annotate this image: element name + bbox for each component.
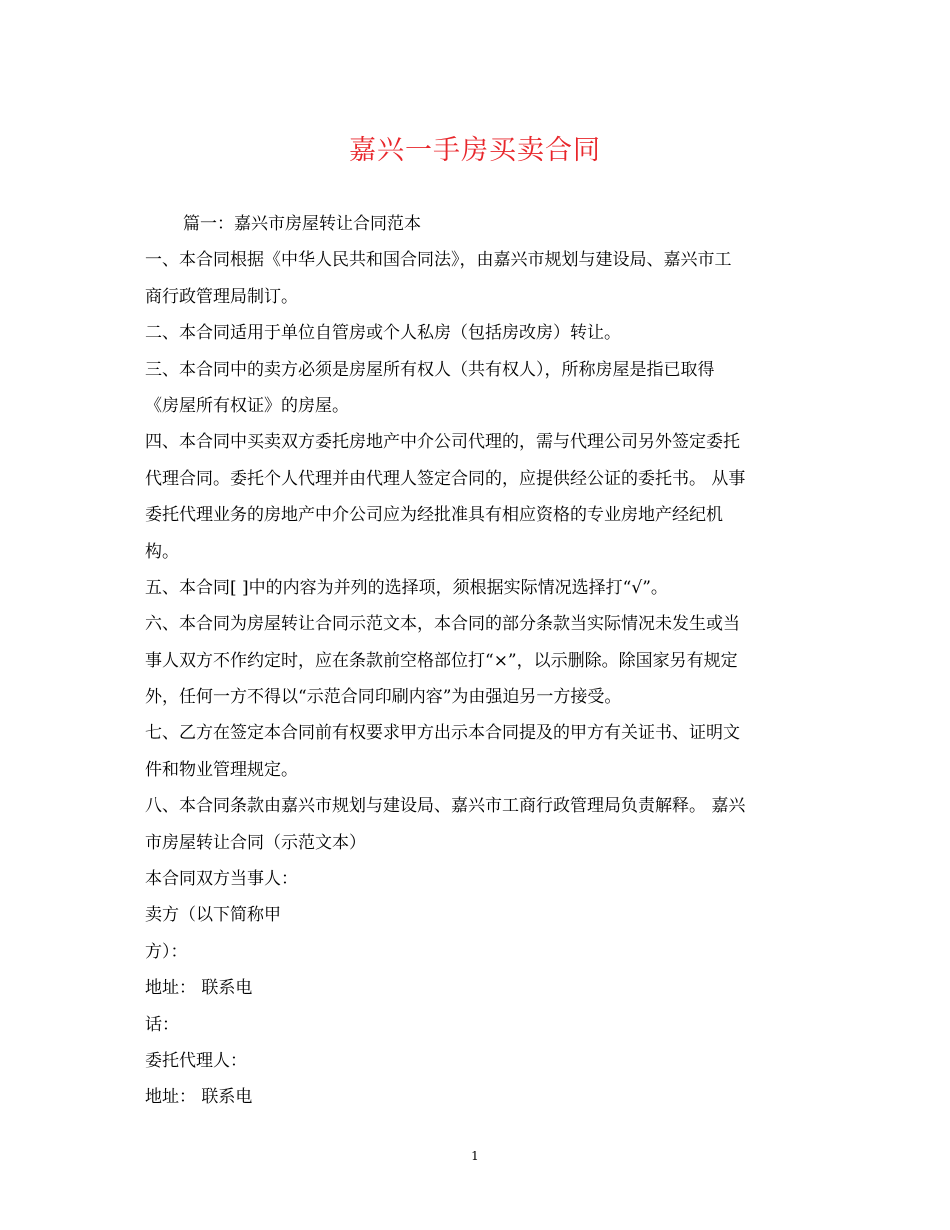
- paragraph-line: 四、本合同中买卖双方委托房地产中介公司代理的，需与代理公司另外签定委托: [145, 432, 740, 453]
- paragraph-line: 三、本合同中的卖方必须是房屋所有权人（共有权人），所称房屋是指已取得: [145, 359, 715, 380]
- paragraph-line: 件和物业管理规定。: [145, 759, 298, 780]
- page-number: 1: [471, 1149, 479, 1163]
- form-field-label: 方）：: [145, 941, 188, 962]
- paragraph-line: 二、本合同适用于单位自管房或个人私房（包括房改房）转让。: [145, 323, 621, 344]
- section-heading: 篇一：嘉兴市房屋转让合同范本: [183, 214, 421, 234]
- paragraph-line: 代理合同。委托个人代理并由代理人签定合同的，应提供经公证的委托书。 从事: [145, 468, 746, 489]
- form-field-label: 地址： 联系电: [145, 1087, 253, 1108]
- paragraph-line: 外，任何一方不得以“示范合同印刷内容”为由强迫另一方接受。: [145, 687, 622, 708]
- paragraph-line: 事人双方不作约定时，应在条款前空格部位打“×”，以示删除。除国家另有规定: [145, 650, 738, 671]
- document-body: [145, 206, 810, 1116]
- form-field-label: 话：: [145, 1014, 179, 1035]
- paragraph-line: 五、本合同[ ]中的内容为并列的选择项，须根据实际情况选择打“√”。: [145, 577, 668, 598]
- form-field-label: 委托代理人：: [145, 1050, 247, 1071]
- document-title: 嘉兴一手房买卖合同: [349, 135, 601, 166]
- paragraph-line: 商行政管理局制订。: [145, 286, 298, 307]
- form-field-label: 本合同双方当事人：: [145, 869, 298, 890]
- paragraph-line: 一、本合同根据《中华人民共和国合同法》，由嘉兴市规划与建设局、嘉兴市工: [145, 250, 732, 271]
- form-field-label: 卖方（以下简称甲: [145, 905, 281, 926]
- paragraph-line: 市房屋转让合同（示范文本）: [145, 832, 366, 853]
- paragraph-line: 委托代理业务的房地产中介公司应为经批准具有相应资格的专业房地产经纪机: [145, 505, 723, 526]
- paragraph-line: 七、乙方在签定本合同前有权要求甲方出示本合同提及的甲方有关证书、证明文: [145, 723, 740, 744]
- paragraph-line: 《房屋所有权证》的房屋。: [145, 395, 349, 416]
- paragraph-line: 八、本合同条款由嘉兴市规划与建设局、嘉兴市工商行政管理局负责解释。 嘉兴: [145, 796, 746, 817]
- paragraph-line: 六、本合同为房屋转让合同示范文本，本合同的部分条款当实际情况未发生或当: [145, 614, 740, 635]
- paragraph-line: 构。: [145, 541, 179, 562]
- form-field-label: 地址： 联系电: [145, 978, 253, 999]
